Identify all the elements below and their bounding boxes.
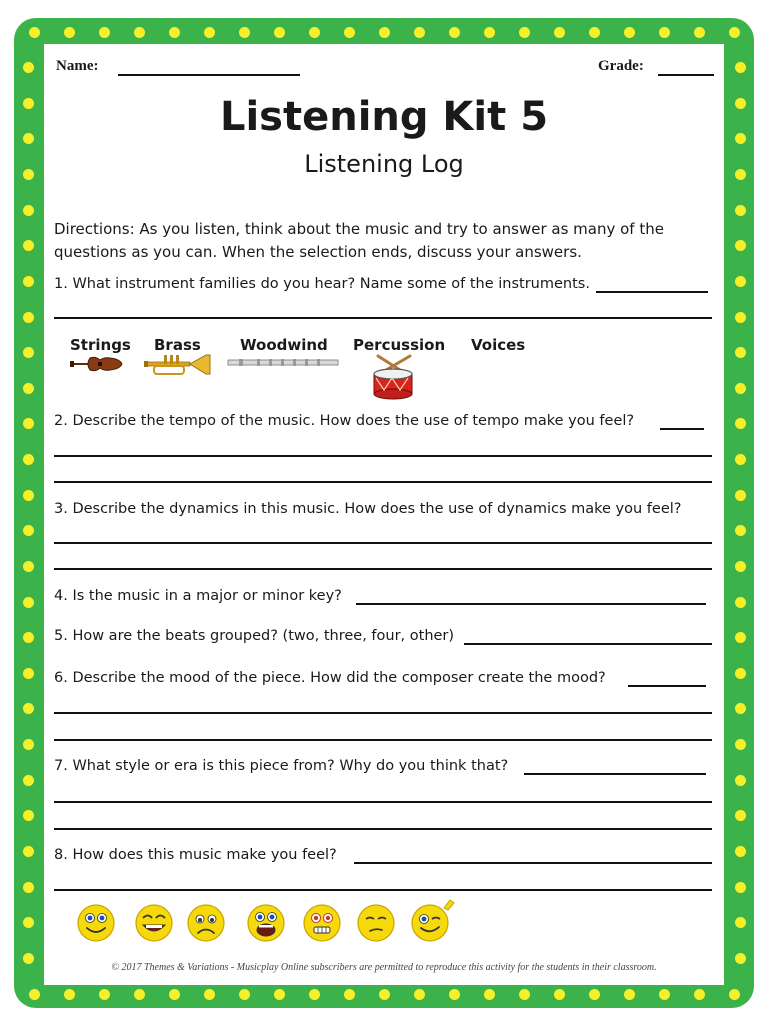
answer-line — [54, 828, 712, 830]
family-strings-label: Strings — [70, 336, 131, 354]
border-dot — [735, 312, 746, 323]
border-dot — [29, 989, 40, 1000]
answer-line — [464, 643, 712, 645]
border-dot — [23, 703, 34, 714]
border-dot — [735, 810, 746, 821]
question-7: 7. What style or era is this piece from? Why do you think that? — [54, 758, 509, 774]
border-dot — [274, 989, 285, 1000]
border-dot — [735, 668, 746, 679]
border-dot — [659, 27, 670, 38]
border-dot — [735, 775, 746, 786]
border-dot — [23, 775, 34, 786]
border-dot — [735, 561, 746, 572]
answer-line — [54, 455, 712, 457]
grade-field-line — [658, 74, 714, 76]
excited-face-icon — [246, 903, 286, 943]
border-dot — [23, 490, 34, 501]
answer-line — [54, 801, 712, 803]
border-dot — [735, 347, 746, 358]
question-8: 8. How does this music make you feel? — [54, 847, 337, 863]
border-dot — [735, 739, 746, 750]
nervous-face-icon — [302, 903, 342, 943]
sleepy-face-icon — [356, 903, 396, 943]
border-dot — [735, 632, 746, 643]
border-dot — [29, 27, 40, 38]
border-dot — [729, 989, 740, 1000]
border-dot — [735, 418, 746, 429]
copyright-notice: © 2017 Themes & Variations - Musicplay Online subscribers are permitted to reproduce this activity for the students in their classroom. — [111, 962, 657, 973]
border-dot — [23, 561, 34, 572]
border-dot — [23, 240, 34, 251]
border-dot — [23, 810, 34, 821]
laughing-face-icon — [134, 903, 174, 943]
border-dot — [169, 27, 180, 38]
border-dot — [23, 917, 34, 928]
happy-face-icon — [76, 903, 116, 943]
border-dot — [694, 989, 705, 1000]
flute-icon — [227, 357, 339, 369]
border-dot — [589, 27, 600, 38]
border-dot — [735, 953, 746, 964]
border-dot — [23, 98, 34, 109]
border-dot — [23, 133, 34, 144]
border-dot — [659, 989, 670, 1000]
answer-line — [596, 291, 708, 293]
answer-line — [54, 542, 712, 544]
border-dot — [414, 989, 425, 1000]
border-dot — [735, 703, 746, 714]
border-dot — [23, 632, 34, 643]
border-dot — [735, 846, 746, 857]
border-dot — [23, 383, 34, 394]
family-voices-label: Voices — [471, 336, 526, 354]
question-3: 3. Describe the dynamics in this music. How does the use of dynamics make you feel? — [54, 501, 682, 517]
border-dot — [23, 525, 34, 536]
answer-line — [628, 685, 706, 687]
border-dot — [735, 133, 746, 144]
border-dot — [519, 27, 530, 38]
answer-line — [54, 317, 712, 319]
border-dot — [735, 62, 746, 73]
border-dot — [23, 846, 34, 857]
border-dot — [379, 989, 390, 1000]
border-dot — [309, 27, 320, 38]
family-brass-label: Brass — [154, 336, 201, 354]
border-dot — [23, 312, 34, 323]
border-dot — [169, 989, 180, 1000]
border-dot — [729, 27, 740, 38]
answer-line — [660, 428, 704, 430]
border-dot — [735, 383, 746, 394]
border-dot — [23, 597, 34, 608]
worksheet-page — [44, 44, 724, 985]
border-dot — [484, 27, 495, 38]
border-dot — [23, 62, 34, 73]
question-4: 4. Is the music in a major or minor key? — [54, 588, 342, 604]
border-dot — [735, 525, 746, 536]
border-dot — [274, 27, 285, 38]
sad-face-icon — [186, 903, 226, 943]
border-dot — [735, 205, 746, 216]
border-dot — [624, 989, 635, 1000]
border-dot — [23, 953, 34, 964]
question-6: 6. Describe the mood of the piece. How did the composer create the mood? — [54, 670, 606, 686]
border-dot — [414, 27, 425, 38]
border-dot — [134, 27, 145, 38]
border-dot — [735, 490, 746, 501]
border-dot — [589, 989, 600, 1000]
directions-line-2: questions as you can. When the selection ends, discuss your answers. — [54, 243, 582, 261]
border-dot — [23, 739, 34, 750]
border-dot — [23, 882, 34, 893]
border-dot — [449, 989, 460, 1000]
border-dot — [23, 418, 34, 429]
border-dot — [554, 989, 565, 1000]
border-dot — [554, 27, 565, 38]
border-dot — [735, 169, 746, 180]
answer-line — [54, 481, 712, 483]
name-label: Name: — [56, 58, 99, 74]
winking-face-icon — [410, 898, 460, 944]
border-dot — [134, 989, 145, 1000]
border-dot — [344, 27, 355, 38]
border-dot — [99, 989, 110, 1000]
answer-line — [524, 773, 706, 775]
border-dot — [204, 989, 215, 1000]
border-dot — [64, 27, 75, 38]
drum-icon — [370, 354, 416, 402]
answer-line — [54, 712, 712, 714]
border-dot — [99, 27, 110, 38]
border-dot — [239, 989, 250, 1000]
border-dot — [23, 347, 34, 358]
answer-line — [54, 568, 712, 570]
border-dot — [379, 27, 390, 38]
border-dot — [23, 668, 34, 679]
border-dot — [624, 27, 635, 38]
border-dot — [23, 205, 34, 216]
directions-line-1: Directions: As you listen, think about the music and try to answer as many of the — [54, 220, 664, 238]
border-dot — [204, 27, 215, 38]
border-dot — [23, 454, 34, 465]
border-dot — [735, 240, 746, 251]
border-dot — [239, 27, 250, 38]
page-subtitle: Listening Log — [304, 150, 464, 178]
violin-icon — [70, 353, 126, 375]
family-percussion-label: Percussion — [353, 336, 446, 354]
trumpet-icon — [144, 352, 214, 378]
answer-line — [354, 862, 712, 864]
question-2: 2. Describe the tempo of the music. How does the use of tempo make you feel? — [54, 413, 635, 429]
border-dot — [735, 454, 746, 465]
answer-line — [54, 889, 712, 891]
border-dot — [735, 882, 746, 893]
border-dot — [23, 276, 34, 287]
question-1: 1. What instrument families do you hear? Name some of the instruments. — [54, 276, 590, 292]
border-dot — [694, 27, 705, 38]
answer-line — [356, 603, 706, 605]
border-dot — [519, 989, 530, 1000]
border-dot — [64, 989, 75, 1000]
border-dot — [309, 989, 320, 1000]
grade-label: Grade: — [598, 58, 644, 74]
family-woodwind-label: Woodwind — [240, 336, 328, 354]
border-dot — [735, 98, 746, 109]
name-field-line — [118, 74, 300, 76]
border-dot — [484, 989, 495, 1000]
question-5: 5. How are the beats grouped? (two, three, four, other) — [54, 628, 455, 644]
border-dot — [344, 989, 355, 1000]
border-dot — [449, 27, 460, 38]
border-dot — [23, 169, 34, 180]
border-dot — [735, 917, 746, 928]
answer-line — [54, 739, 712, 741]
border-dot — [735, 597, 746, 608]
page-title: Listening Kit 5 — [219, 94, 549, 140]
border-dot — [735, 276, 746, 287]
